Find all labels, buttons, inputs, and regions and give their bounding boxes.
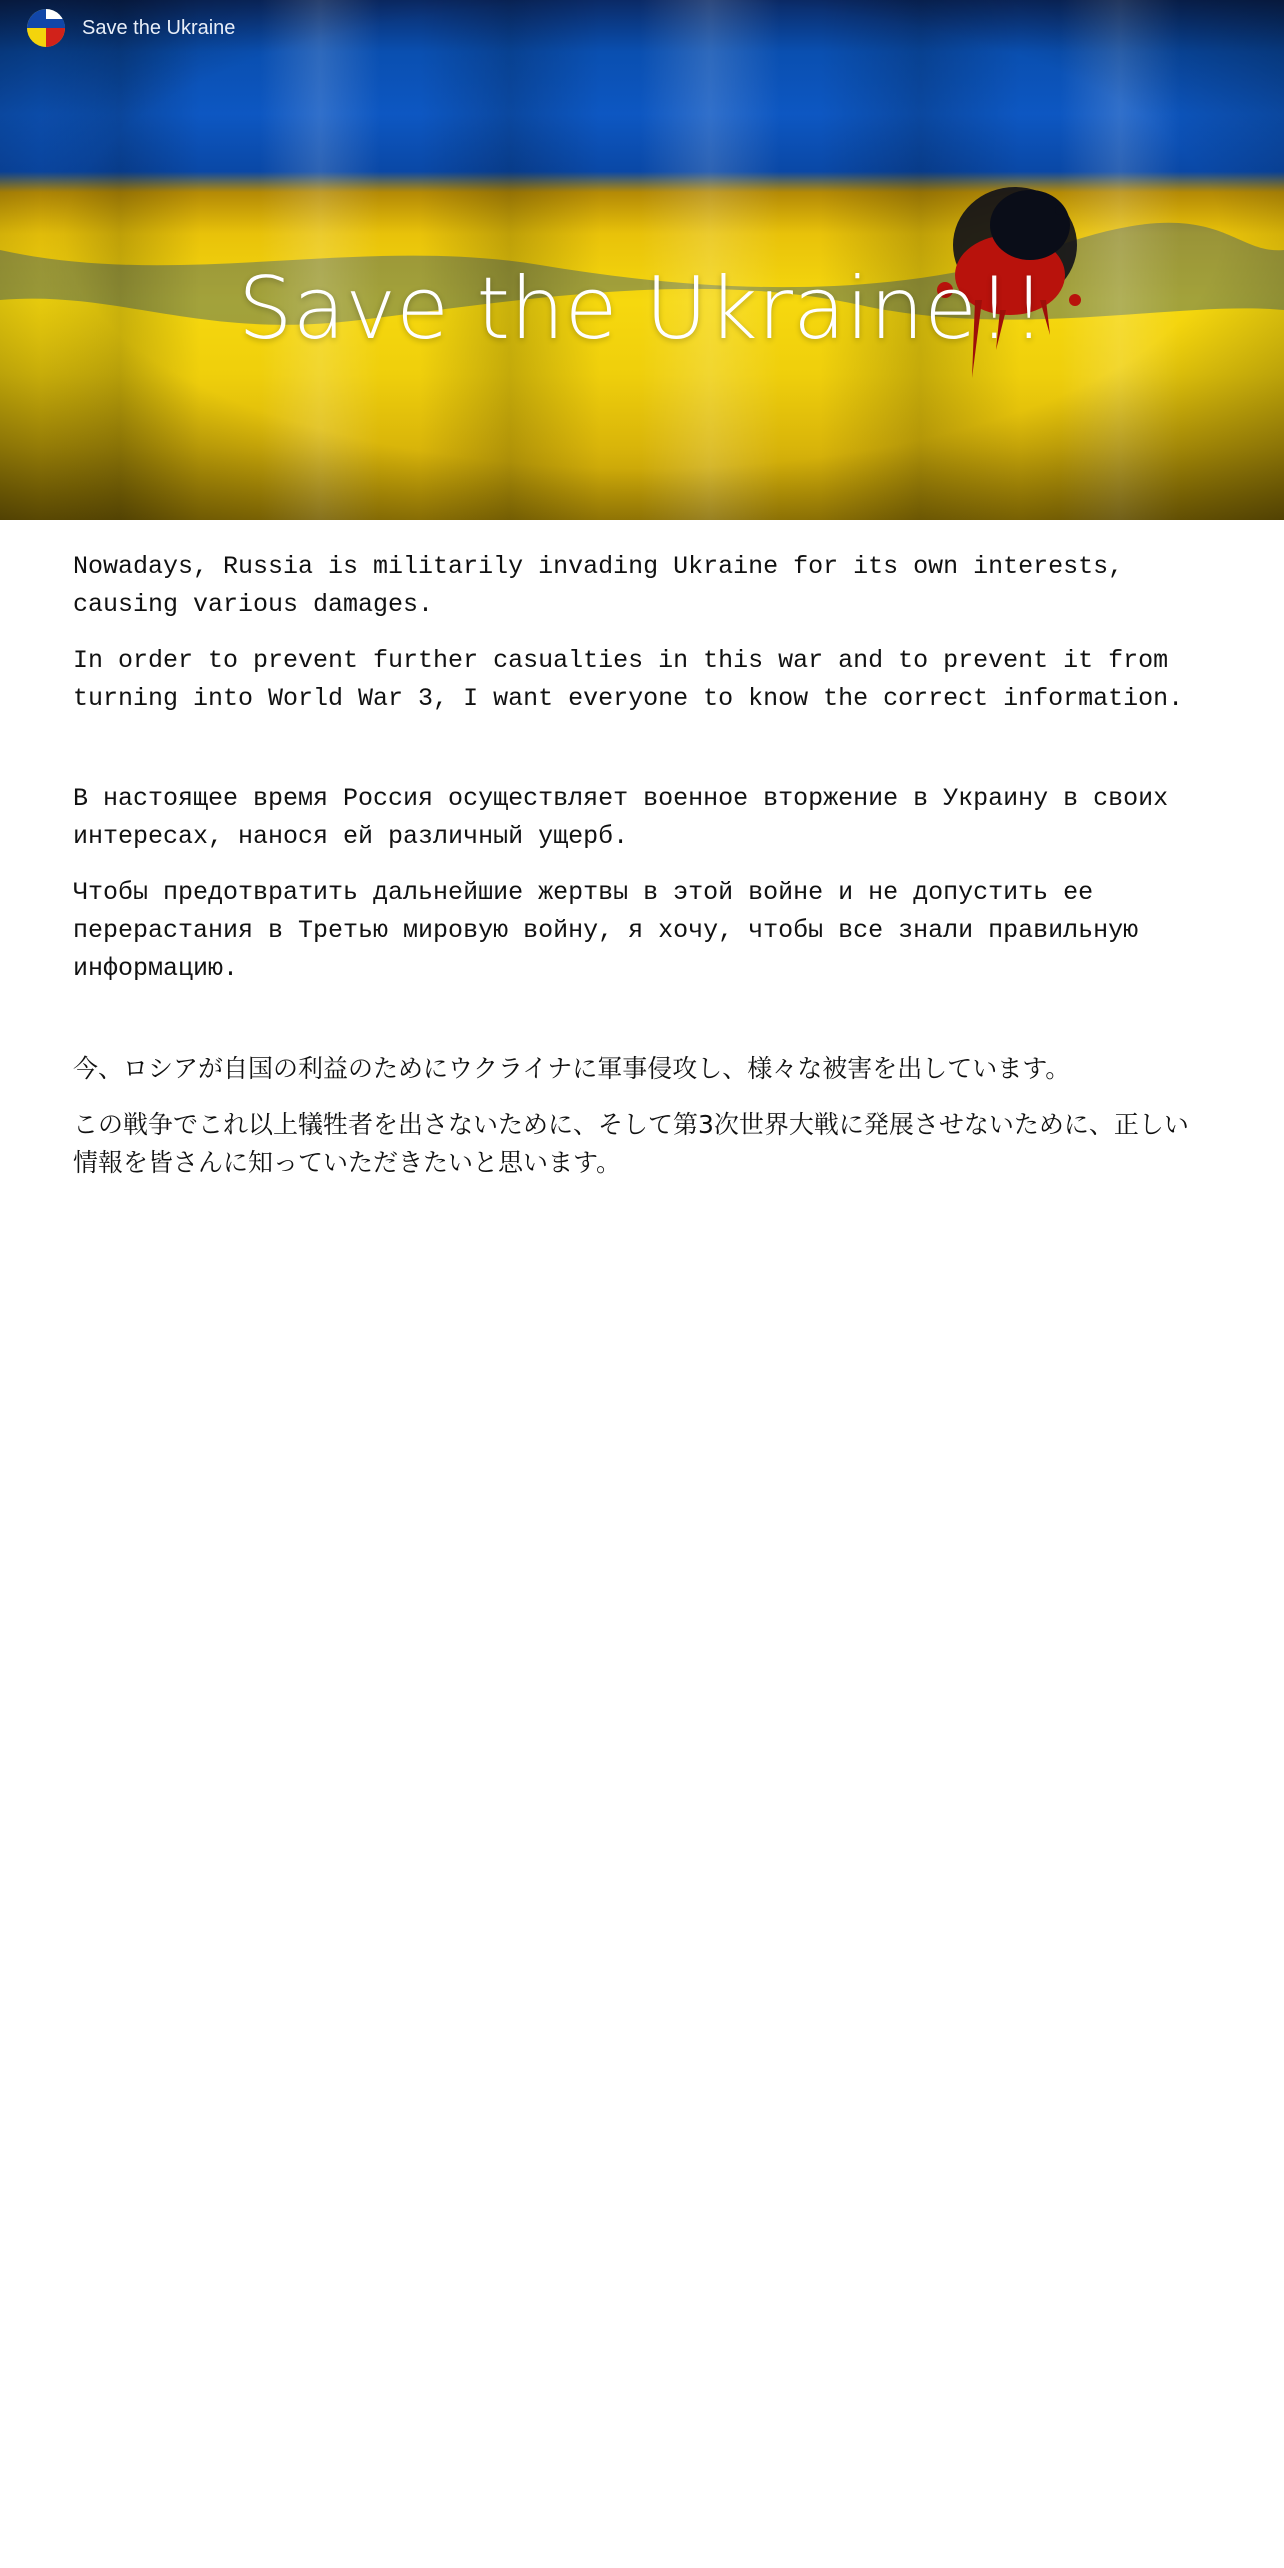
japanese-paragraph-2: この戦争でこれ以上犠牲者を出さないために、そして第3次世界大戦に発展させないために、正しい情報を皆さんに知っていただきたいと思います。 xyxy=(73,1110,1189,1177)
site-name-link[interactable]: Save the Ukraine xyxy=(82,16,236,39)
main-content xyxy=(73,548,1213,1244)
top-nav xyxy=(26,8,235,48)
ukraine-globe-icon[interactable] xyxy=(26,8,66,48)
japanese-section xyxy=(73,1050,1213,1182)
hero-title: Save the Ukraine!! xyxy=(238,258,1046,359)
russian-section xyxy=(73,780,1213,988)
english-paragraph-1: Nowadays, Russia is militarily invading Ukraine for its own interests, causing various damages. xyxy=(73,552,1124,619)
japanese-paragraph-1: 今、ロシアが自国の利益のためにウクライナに軍事侵攻し、様々な被害を出しています。 xyxy=(73,1054,1071,1083)
english-section xyxy=(73,548,1213,718)
russian-paragraph-1: В настоящее время Россия осуществляет военное вторжение в Украину в своих интересах, нанося ей различный ущерб. xyxy=(73,784,1169,851)
russian-paragraph-2: Чтобы предотвратить дальнейшие жертвы в этой войне и не допустить ее перерастания в Третью мировую войну, я хочу, чтобы все знали правильную информацию. xyxy=(73,878,1139,983)
hero-banner xyxy=(0,0,1284,520)
english-paragraph-2: In order to prevent further casualties in this war and to prevent it from turning into World War 3, I want everyone to know the correct information. xyxy=(73,646,1184,713)
